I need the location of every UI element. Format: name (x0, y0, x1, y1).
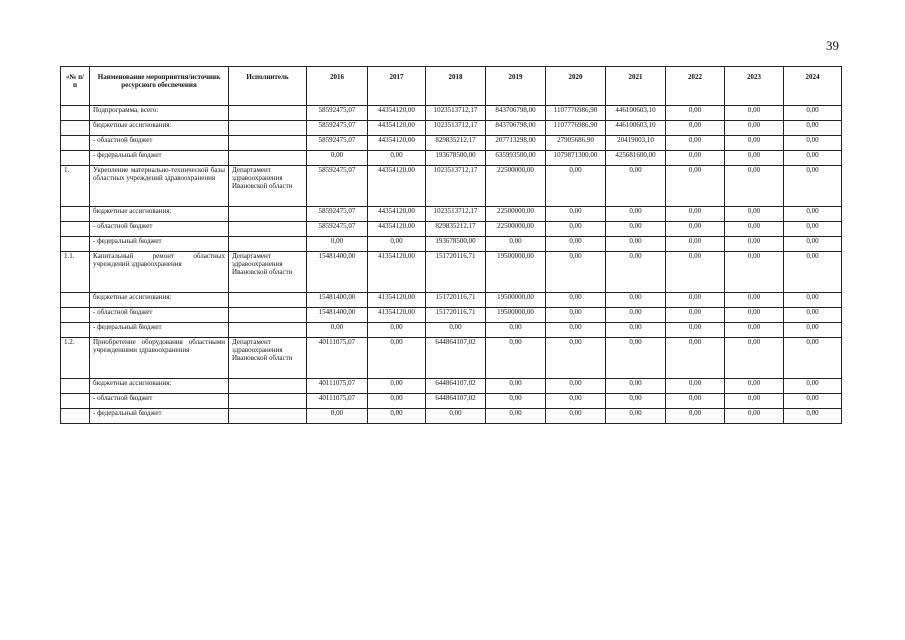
row-value-cell: 0,00 (666, 166, 725, 207)
row-value-cell: 0,00 (725, 136, 784, 151)
row-value-cell: 0,00 (606, 379, 666, 394)
row-value-cell: 0,00 (784, 394, 842, 409)
row-value-cell: 1107776986,90 (546, 106, 606, 121)
row-executor-cell (229, 293, 307, 308)
row-number-cell (61, 323, 90, 338)
row-value-cell: 0,00 (725, 222, 784, 237)
row-executor-cell: Департамент здравоохранения Ивановской области (229, 166, 307, 207)
row-value-cell: 0,00 (546, 394, 606, 409)
row-value-cell: 0,00 (307, 323, 368, 338)
row-value-cell: 58592475,07 (307, 222, 368, 237)
header-year: 2018 (426, 67, 486, 106)
table-row (61, 222, 842, 237)
row-value-cell: 0,00 (666, 293, 725, 308)
row-value-cell: 0,00 (666, 106, 725, 121)
row-value-cell: 0,00 (784, 136, 842, 151)
table-row (61, 237, 842, 252)
row-name-cell: бюджетные ассигнования: (90, 379, 229, 394)
header-year: 2017 (368, 67, 426, 106)
row-name-cell: - федеральный бюджет (90, 409, 229, 424)
row-number-cell (61, 409, 90, 424)
row-value-cell: 0,00 (546, 323, 606, 338)
row-value-cell: 0,00 (784, 151, 842, 166)
row-value-cell: 0,00 (546, 237, 606, 252)
row-value-cell: 0,00 (307, 409, 368, 424)
table-row (61, 207, 842, 222)
row-value-cell: 1023513712,17 (426, 106, 486, 121)
row-value-cell: 829835212,17 (426, 222, 486, 237)
row-name-cell: - областной бюджет (90, 394, 229, 409)
row-number-cell: 1.1. (61, 252, 90, 293)
row-name-cell: Капитальный ремонт областных учреждений здравоохранения (90, 252, 229, 293)
row-name-cell: - областной бюджет (90, 136, 229, 151)
row-value-cell: 0,00 (546, 222, 606, 237)
row-value-cell: 15481400,00 (307, 252, 368, 293)
row-value-cell: 0,00 (486, 237, 546, 252)
row-executor-cell: Департамент здравоохранения Ивановской области (229, 338, 307, 379)
row-value-cell: 0,00 (784, 106, 842, 121)
row-value-cell: 0,00 (784, 252, 842, 293)
row-value-cell: 193678500,00 (426, 237, 486, 252)
row-value-cell: 0,00 (486, 379, 546, 394)
row-value-cell: 0,00 (606, 293, 666, 308)
row-value-cell: 0,00 (606, 237, 666, 252)
row-value-cell: 41354120,00 (368, 293, 426, 308)
table-row (61, 151, 842, 166)
row-name-cell: Приобретение оборудования областными учреждениями здравоохранения (90, 338, 229, 379)
row-value-cell: 0,00 (426, 409, 486, 424)
row-value-cell: 193678500,00 (426, 151, 486, 166)
row-value-cell: 0,00 (666, 252, 725, 293)
row-number-cell (61, 136, 90, 151)
row-value-cell: 1107776986,90 (546, 121, 606, 136)
row-value-cell: 44354120,00 (368, 121, 426, 136)
row-executor-cell (229, 121, 307, 136)
row-value-cell: 0,00 (725, 151, 784, 166)
row-value-cell: 22500000,00 (486, 207, 546, 222)
row-value-cell: 0,00 (725, 252, 784, 293)
row-value-cell: 0,00 (725, 379, 784, 394)
row-value-cell: 1023513712,17 (426, 121, 486, 136)
row-value-cell: 0,00 (725, 394, 784, 409)
row-value-cell: 19500000,00 (486, 308, 546, 323)
row-value-cell: 207713298,00 (486, 136, 546, 151)
row-executor-cell (229, 106, 307, 121)
row-value-cell: 843706798,00 (486, 106, 546, 121)
row-value-cell: 1079871300,00 (546, 151, 606, 166)
row-value-cell: 0,00 (307, 237, 368, 252)
row-value-cell: 58592475,07 (307, 207, 368, 222)
row-executor-cell (229, 151, 307, 166)
row-value-cell: 0,00 (368, 151, 426, 166)
table-row (61, 323, 842, 338)
row-name-cell: - федеральный бюджет (90, 323, 229, 338)
row-number-cell (61, 222, 90, 237)
row-value-cell: 44354120,00 (368, 207, 426, 222)
row-value-cell: 0,00 (368, 379, 426, 394)
table-row (61, 293, 842, 308)
row-value-cell: 0,00 (725, 207, 784, 222)
table-row (61, 394, 842, 409)
table-row (61, 338, 842, 379)
row-value-cell: 0,00 (725, 308, 784, 323)
row-value-cell: 0,00 (307, 151, 368, 166)
row-value-cell: 0,00 (546, 308, 606, 323)
row-executor-cell (229, 409, 307, 424)
row-value-cell: 20419003,10 (606, 136, 666, 151)
row-value-cell: 22500000,00 (486, 166, 546, 207)
row-value-cell: 0,00 (368, 323, 426, 338)
budget-table (60, 66, 842, 424)
row-value-cell: 644864107,02 (426, 379, 486, 394)
header-year: 2019 (486, 67, 546, 106)
page-number: 39 (826, 38, 839, 53)
row-value-cell: 0,00 (606, 166, 666, 207)
row-value-cell: 0,00 (666, 409, 725, 424)
row-value-cell: 0,00 (725, 293, 784, 308)
row-value-cell: 15481400,00 (307, 293, 368, 308)
row-value-cell: 0,00 (486, 394, 546, 409)
row-value-cell: 0,00 (725, 338, 784, 379)
row-value-cell: 0,00 (368, 394, 426, 409)
row-name-cell: бюджетные ассигнования: (90, 293, 229, 308)
row-value-cell: 446100603,10 (606, 121, 666, 136)
row-number-cell (61, 293, 90, 308)
row-name-cell: - федеральный бюджет (90, 151, 229, 166)
row-value-cell: 27905686,90 (546, 136, 606, 151)
row-name-cell: бюджетные ассигнования: (90, 121, 229, 136)
row-number-cell (61, 121, 90, 136)
row-value-cell: 0,00 (784, 338, 842, 379)
row-number-cell (61, 106, 90, 121)
row-value-cell: 40111075,07 (307, 338, 368, 379)
table-row (61, 308, 842, 323)
header-executor: Исполнитель (229, 67, 307, 106)
row-value-cell: 0,00 (784, 409, 842, 424)
row-value-cell: 0,00 (784, 379, 842, 394)
row-name-cell: - областной бюджет (90, 222, 229, 237)
row-value-cell: 0,00 (666, 323, 725, 338)
row-value-cell: 151720116,71 (426, 308, 486, 323)
row-value-cell: 1023513712,17 (426, 207, 486, 222)
header-year: 2021 (606, 67, 666, 106)
row-value-cell: 41354120,00 (368, 252, 426, 293)
row-value-cell: 15481400,00 (307, 308, 368, 323)
table-row (61, 166, 842, 207)
row-executor-cell (229, 394, 307, 409)
row-value-cell: 0,00 (666, 151, 725, 166)
row-value-cell: 0,00 (725, 106, 784, 121)
row-value-cell: 58592475,07 (307, 121, 368, 136)
row-value-cell: 644864107,02 (426, 394, 486, 409)
row-value-cell: 0,00 (546, 379, 606, 394)
row-value-cell: 0,00 (784, 207, 842, 222)
row-value-cell: 0,00 (486, 323, 546, 338)
row-value-cell: 0,00 (368, 338, 426, 379)
row-number-cell (61, 151, 90, 166)
row-value-cell: 0,00 (784, 323, 842, 338)
row-value-cell: 58592475,07 (307, 106, 368, 121)
header-year: 2022 (666, 67, 725, 106)
row-value-cell: 0,00 (666, 338, 725, 379)
row-number-cell (61, 379, 90, 394)
row-value-cell: 0,00 (606, 323, 666, 338)
row-value-cell: 58592475,07 (307, 136, 368, 151)
row-value-cell: 0,00 (666, 207, 725, 222)
row-name-cell: - областной бюджет (90, 308, 229, 323)
row-value-cell: 0,00 (784, 237, 842, 252)
header-name: Наименование мероприятия/источник ресурсного обеспечения (90, 67, 229, 106)
row-value-cell: 0,00 (666, 136, 725, 151)
header-year: 2020 (546, 67, 606, 106)
row-executor-cell (229, 136, 307, 151)
table-row (61, 379, 842, 394)
row-value-cell: 0,00 (546, 338, 606, 379)
row-executor-cell: Департамент здравоохранения Ивановской области (229, 252, 307, 293)
header-year: 2023 (725, 67, 784, 106)
row-value-cell: 0,00 (725, 166, 784, 207)
row-executor-cell (229, 207, 307, 222)
row-value-cell: 0,00 (784, 293, 842, 308)
row-value-cell: 40111075,07 (307, 379, 368, 394)
row-value-cell: 0,00 (666, 394, 725, 409)
row-value-cell: 0,00 (725, 323, 784, 338)
row-name-cell: - федеральный бюджет (90, 237, 229, 252)
row-value-cell: 0,00 (486, 338, 546, 379)
row-value-cell: 0,00 (486, 409, 546, 424)
row-name-cell: бюджетные ассигнования: (90, 207, 229, 222)
table-row (61, 121, 842, 136)
header-year: 2016 (307, 67, 368, 106)
row-value-cell: 0,00 (666, 379, 725, 394)
row-value-cell: 0,00 (666, 222, 725, 237)
table-row (61, 252, 842, 293)
row-value-cell: 40111075,07 (307, 394, 368, 409)
row-value-cell: 151720116,71 (426, 293, 486, 308)
row-value-cell: 0,00 (606, 338, 666, 379)
row-name-cell: Укрепление материально-технической базы областных учреждений здравоохранения (90, 166, 229, 207)
row-value-cell: 644864107,02 (426, 338, 486, 379)
row-value-cell: 0,00 (784, 222, 842, 237)
row-value-cell: 829835212,17 (426, 136, 486, 151)
row-value-cell: 0,00 (546, 409, 606, 424)
row-value-cell: 0,00 (784, 308, 842, 323)
row-value-cell: 0,00 (368, 237, 426, 252)
row-name-cell: Подпрограмма, всего: (90, 106, 229, 121)
row-executor-cell (229, 222, 307, 237)
row-value-cell: 425681600,00 (606, 151, 666, 166)
row-executor-cell (229, 237, 307, 252)
row-executor-cell (229, 379, 307, 394)
row-value-cell: 0,00 (606, 222, 666, 237)
table-row (61, 409, 842, 424)
row-value-cell: 0,00 (666, 308, 725, 323)
row-value-cell: 446100603,10 (606, 106, 666, 121)
row-value-cell: 0,00 (725, 409, 784, 424)
row-value-cell: 44354120,00 (368, 106, 426, 121)
row-number-cell: 1. (61, 166, 90, 207)
row-value-cell: 151720116,71 (426, 252, 486, 293)
row-value-cell: 0,00 (606, 409, 666, 424)
row-value-cell: 1023513712,17 (426, 166, 486, 207)
row-value-cell: 0,00 (725, 121, 784, 136)
row-value-cell: 44354120,00 (368, 136, 426, 151)
row-value-cell: 0,00 (606, 308, 666, 323)
row-value-cell: 0,00 (606, 394, 666, 409)
row-value-cell: 0,00 (546, 166, 606, 207)
row-value-cell: 0,00 (606, 252, 666, 293)
header-num: «№ п/п (61, 67, 90, 106)
row-value-cell: 0,00 (546, 207, 606, 222)
row-number-cell (61, 207, 90, 222)
row-value-cell: 0,00 (725, 237, 784, 252)
row-executor-cell (229, 323, 307, 338)
table-row (61, 136, 842, 151)
row-executor-cell (229, 308, 307, 323)
row-value-cell: 0,00 (368, 409, 426, 424)
row-number-cell (61, 308, 90, 323)
header-year: 2024 (784, 67, 842, 106)
row-number-cell (61, 237, 90, 252)
row-value-cell: 0,00 (546, 293, 606, 308)
row-value-cell: 0,00 (546, 252, 606, 293)
row-value-cell: 0,00 (784, 121, 842, 136)
row-value-cell: 44354120,00 (368, 222, 426, 237)
row-value-cell: 44354120,00 (368, 166, 426, 207)
row-value-cell: 58592475,07 (307, 166, 368, 207)
row-value-cell: 843706798,00 (486, 121, 546, 136)
row-value-cell: 19500000,00 (486, 252, 546, 293)
row-value-cell: 22500000,00 (486, 222, 546, 237)
row-value-cell: 0,00 (666, 121, 725, 136)
row-value-cell: 19500000,00 (486, 293, 546, 308)
row-value-cell: 635993500,00 (486, 151, 546, 166)
row-value-cell: 0,00 (606, 207, 666, 222)
row-number-cell: 1.2. (61, 338, 90, 379)
row-value-cell: 0,00 (784, 166, 842, 207)
row-number-cell (61, 394, 90, 409)
table-row (61, 106, 842, 121)
row-value-cell: 0,00 (426, 323, 486, 338)
row-value-cell: 41354120,00 (368, 308, 426, 323)
row-value-cell: 0,00 (666, 237, 725, 252)
header-row (61, 67, 842, 106)
